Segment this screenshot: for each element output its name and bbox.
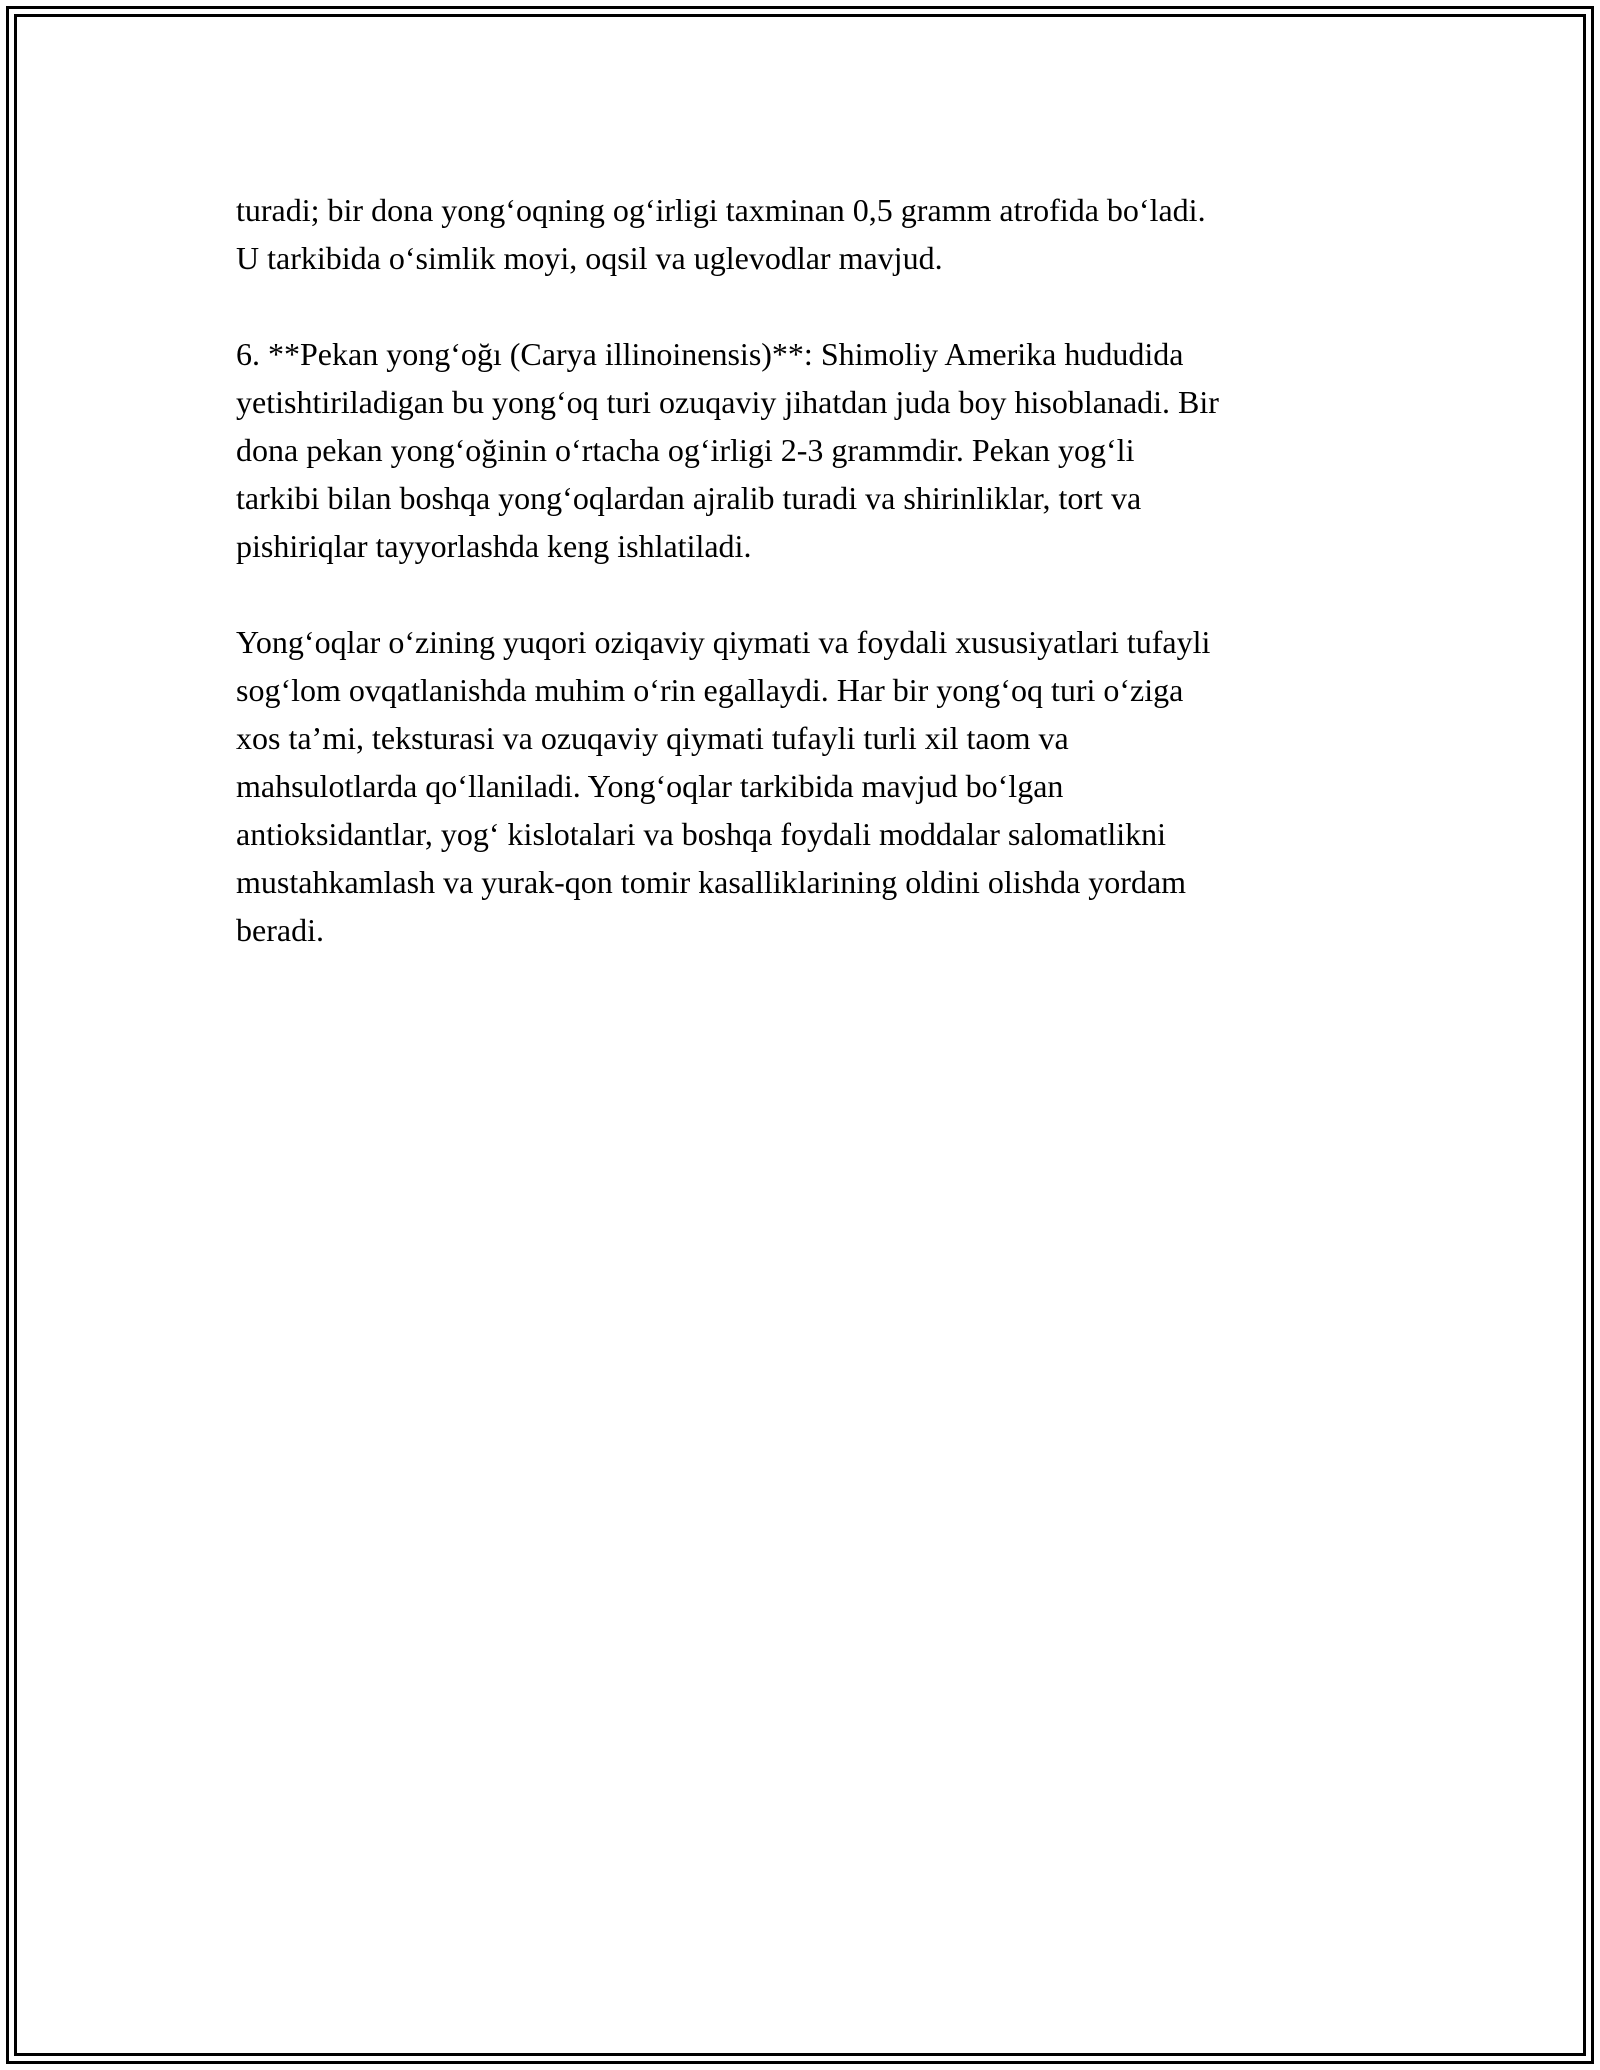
document-body (236, 186, 1366, 954)
paragraph-pecan: 6. **Pekan yong‘oğı (Carya illinoinensis)**: Shimoliy Amerika hududida yetishtiriladigan bu yong‘oq turi ozuqaviy jihatdan juda boy hisoblanadi. Bir dona pekan yong‘oğinin o‘rtacha og‘irligi 2-3 grammdir. Pekan yog‘li tarkibi bilan boshqa yong‘oqlardan ajralib turadi va shirinliklar, tort va pishiriqlar tayyorlashda keng ishlatiladi. (236, 336, 1219, 564)
paragraph-continuation: turadi; bir dona yong‘oqning og‘irligi taxminan 0,5 gramm atrofida bo‘ladi. U tarkibida o‘simlik moyi, oqsil va uglevodlar mavjud. (236, 192, 1206, 276)
paragraph-conclusion: Yong‘oqlar o‘zining yuqori oziqaviy qiymati va foydali xususiyatlari tufayli sog‘lom ovqatlanishda muhim o‘rin egallaydi. Har bir yong‘oq turi o‘ziga xos ta’mi, teksturasi va ozuqaviy qiymati tufayli turli xil taom va mahsulotlarda qo‘llaniladi. Yong‘oqlar tarkibida mavjud bo‘lgan antioksidantlar, yog‘ kislotalari va boshqa foydali moddalar salomatlikni mustahkamlash va yurak-qon tomir kasalliklarining oldini olishda yordam beradi. (236, 624, 1211, 948)
